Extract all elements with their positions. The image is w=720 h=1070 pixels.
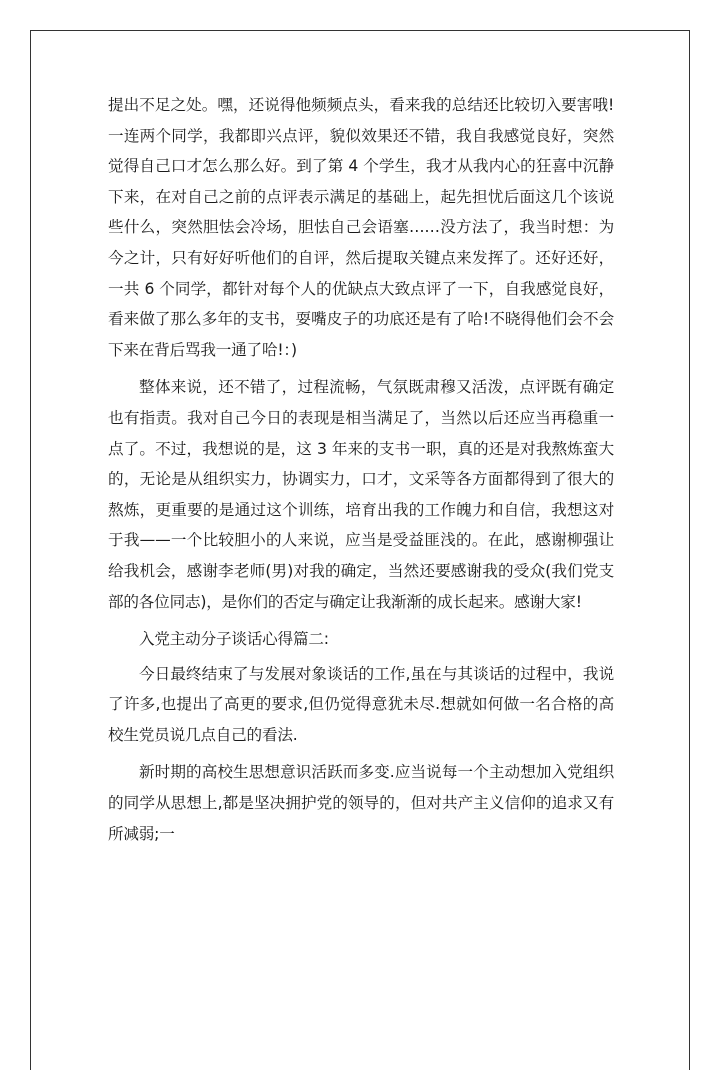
paragraph-body: 新时期的高校生思想意识活跃而多变.应当说每一个主动想加入党组织的同学从思想上,都是坚决拥护党的领导的，但对共产主义信仰的追求又有所减弱;一 xyxy=(108,763,614,843)
document-body xyxy=(108,90,614,849)
paragraph-continued: 提出不足之处。嘿，还说得他频频点头，看来我的总结还比较切入要害哦!一连两个同学，我都即兴点评，貌似效果还不错，我自我感觉良好，突然觉得自己口才怎么那么好。到了第 4 个学生，我才从我内心的狂喜中沉静下来，在对自己之前的点评表示满足的基础上，起先担忧后面这几个该说些什么，突然胆怯会冷场，胆怯自己会语塞……没方法了，我当时想：为今之计，只有好好听他们的自评，然后提取关键点来发挥了。还好还好，一共 6 个同学，都针对每个人的优缺点大致点评了一下，自我感觉良好，看来做了那么多年的支书，耍嘴皮子的功底还是有了哈!不晓得他们会不会下来在背后骂我一通了哈!：) xyxy=(108,96,614,359)
paragraph-intro: 今日最终结束了与发展对象谈话的工作,虽在与其谈话的过程中，我说了许多,也提出了高更的要求,但仍觉得意犹未尽.想就如何做一名合格的高校生党员说几点自己的看法. xyxy=(108,664,614,744)
section-heading: 入党主动分子谈话心得篇二: xyxy=(139,630,329,649)
paragraph-summary: 整体来说，还不错了，过程流畅，气氛既肃穆又活泼，点评既有确定也有指责。我对自己今日的表现是相当满足了，当然以后还应当再稳重一点了。不过，我想说的是，这 3 年来的支书一职，真的还是对我熬炼蛮大的，无论是从组织实力，协调实力，口才，文采等各方面都得到了很大的熬炼，更重要的是通过这个训练，培育出我的工作魄力和自信，我想这对于我——一个比较胆小的人来说，应当是受益匪浅的。在此，感谢柳强让给我机会，感谢李老师(男)对我的确定，当然还要感谢我的受众(我们党支部的各位同志)，是你们的否定与确定让我渐渐的成长起来。感谢大家! xyxy=(108,378,614,611)
